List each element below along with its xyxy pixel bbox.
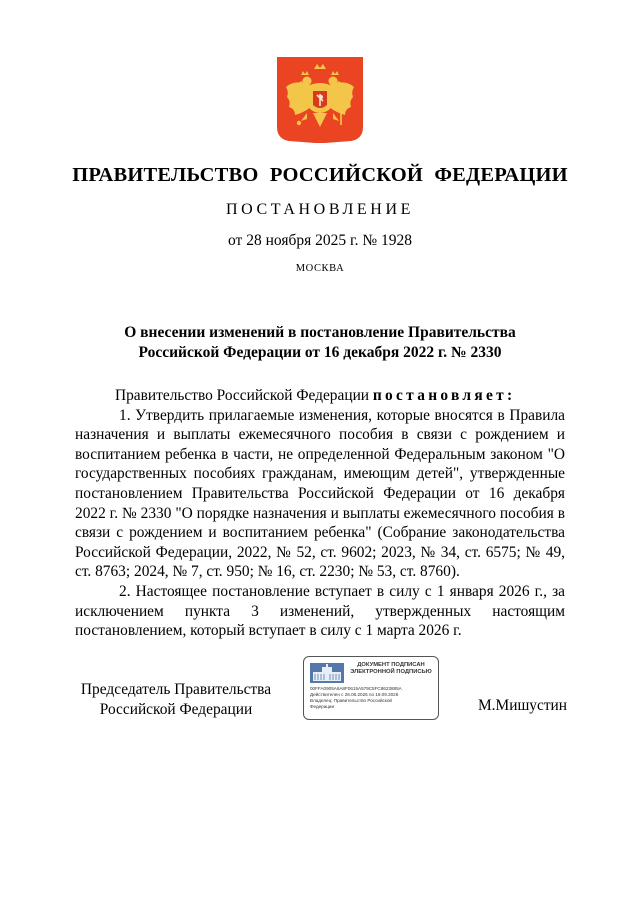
intro-keyword: постановляет: xyxy=(372,387,516,404)
paragraph-1: 1. Утвердить прилагаемые изменения, которые вносятся в Правила назначения и выплаты ежемесячного пособия в связи с рождением и воспитанием ребенка в части, не определенной Федеральным законом "О государственных пособиях гражданам, имеющим детей", утвержденные постановлением Правительства Российской Федерации от 16 декабря 2022 г. № 2330 "О порядке назначения и выплаты ежемесячного пособия в связи с рождением и воспитанием ребенка" (Собрание законодательства Российской Федерации, 2022, № 52, ст. 9602; 2023, № 34, ст. 6575; № 49, ст. 8763; 2024, № 7, ст. 950; № 16, ст. 2230; № 53, ст. 8760). xyxy=(75,406,565,581)
stamp-title-line-1: ДОКУМЕНТ ПОДПИСАН xyxy=(357,662,425,668)
decree-subject-title xyxy=(0,323,640,363)
intro-paragraph xyxy=(75,386,565,406)
signer-position xyxy=(76,680,276,719)
electronic-signature-stamp xyxy=(303,656,439,720)
stamp-details xyxy=(310,686,436,710)
signer-name: М.Мишустин xyxy=(478,697,568,714)
signer-position-line-1: Председатель Правительства xyxy=(80,681,272,698)
government-name-heading: ПРАВИТЕЛЬСТВО РОССИЙСКОЙ ФЕДЕРАЦИИ xyxy=(72,164,568,186)
stamp-title-line-2: ЭЛЕКТРОННОЙ ПОДПИСЬЮ xyxy=(350,669,432,676)
document-type-heading: ПОСТАНОВЛЕНИЕ xyxy=(226,201,414,218)
subject-line-1: О внесении изменений в постановление Правительства xyxy=(124,324,516,341)
stamp-certificate: 00FFA0905A6A8F0615A579C5FC8623885A xyxy=(310,686,402,691)
city-label: МОСКВА xyxy=(295,263,345,274)
coat-of-arms-emblem xyxy=(277,57,363,143)
government-building-icon xyxy=(310,663,344,683)
stamp-validity: Действителен с 26.06.2025 по 19.09.2026 xyxy=(310,692,399,697)
decree-date-number: от 28 ноября 2025 г. № 1928 xyxy=(228,232,412,249)
stamp-owner-line-2: Федерации xyxy=(310,704,335,709)
subject-line-2: Российской Федерации от 16 декабря 2022 г. № 2330 xyxy=(138,344,502,361)
decree-body xyxy=(75,386,565,641)
stamp-owner-line-1: Владелец: Правительство Российской xyxy=(310,698,392,703)
signer-position-line-2: Российской Федерации xyxy=(99,700,253,718)
intro-text: Правительство Российской Федерации xyxy=(115,387,373,404)
paragraph-2: 2. Настоящее постановление вступает в силу с 1 января 2026 г., за исключением пункта 3 изменений, утвержденных настоящим постановлением, который вступает в силу с 1 марта 2026 г. xyxy=(75,582,565,640)
stamp-title xyxy=(348,662,434,676)
